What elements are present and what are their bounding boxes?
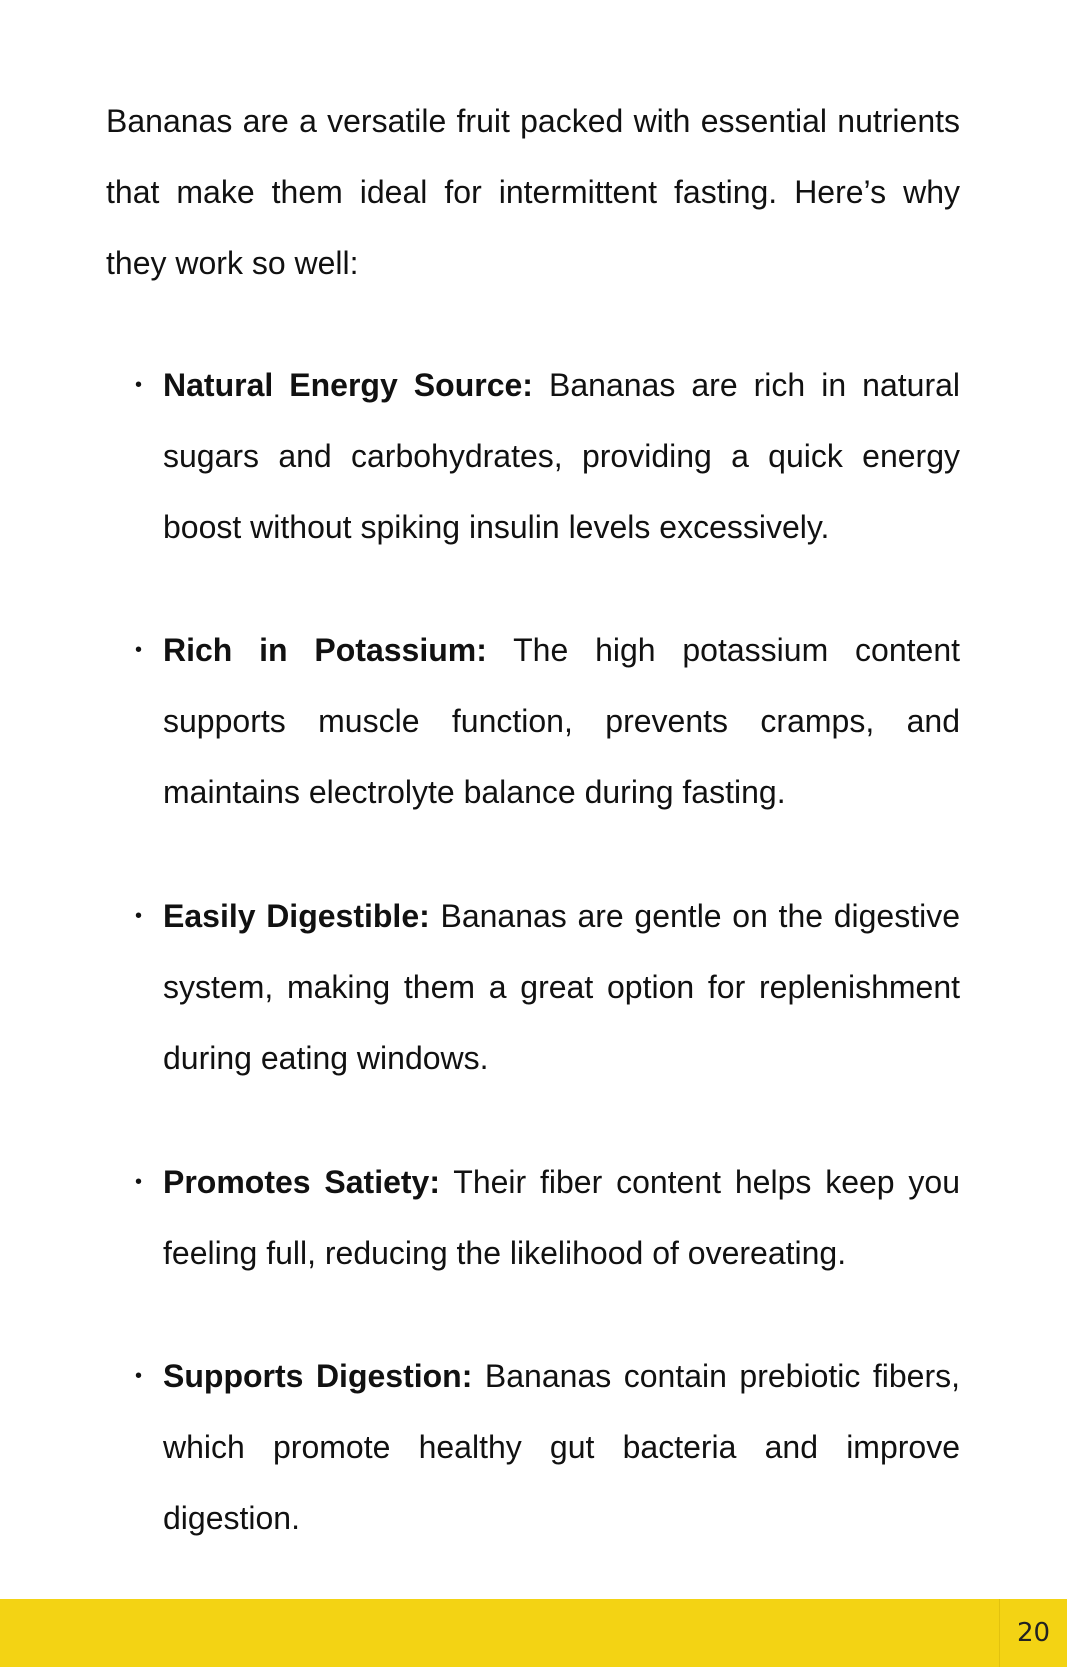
bullet-icon: • [135,374,143,396]
benefit-text: Bananas are rich in natural sugars and carbohydrates, providing a quick energy boost without spiking insulin levels excessively. [163,367,961,545]
list-item-digestion [135,1341,961,1554]
bullet-icon: • [135,905,143,927]
intro-paragraph: Bananas are a versatile fruit packed with essential nutrients that make them ideal for intermittent fasting. Here’s why they work so well: [106,103,960,281]
benefit-text: The high potassium content supports muscle function, prevents cramps, and maintains electrolyte balance during fasting. [163,632,961,810]
list-item-satiety [135,1147,961,1289]
list-item-potassium [135,615,961,828]
page-number: 20 [999,1599,1067,1667]
benefit-term: Promotes Satiety: [163,1164,441,1200]
list-item-digestible [135,881,961,1094]
benefit-term: Easily Digestible: [163,898,430,934]
bullet-icon: • [135,1171,143,1193]
bullet-icon: • [135,639,143,661]
footer-bar [0,1599,1067,1667]
benefit-text: Bananas are gentle on the digestive system, making them a great option for replenishment during eating windows. [163,898,961,1076]
benefit-text: Bananas contain prebiotic fibers, which promote healthy gut bacteria and improve digestion. [163,1358,961,1536]
benefit-text: Their fiber content helps keep you feeling full, reducing the likelihood of overeating. [163,1164,961,1271]
benefit-term: Rich in Potassium: [163,632,487,668]
benefit-term: Supports Digestion: [163,1358,473,1394]
list-item-natural-energy [135,350,961,563]
benefit-term: Natural Energy Source: [163,367,533,403]
bullet-icon: • [135,1365,143,1387]
